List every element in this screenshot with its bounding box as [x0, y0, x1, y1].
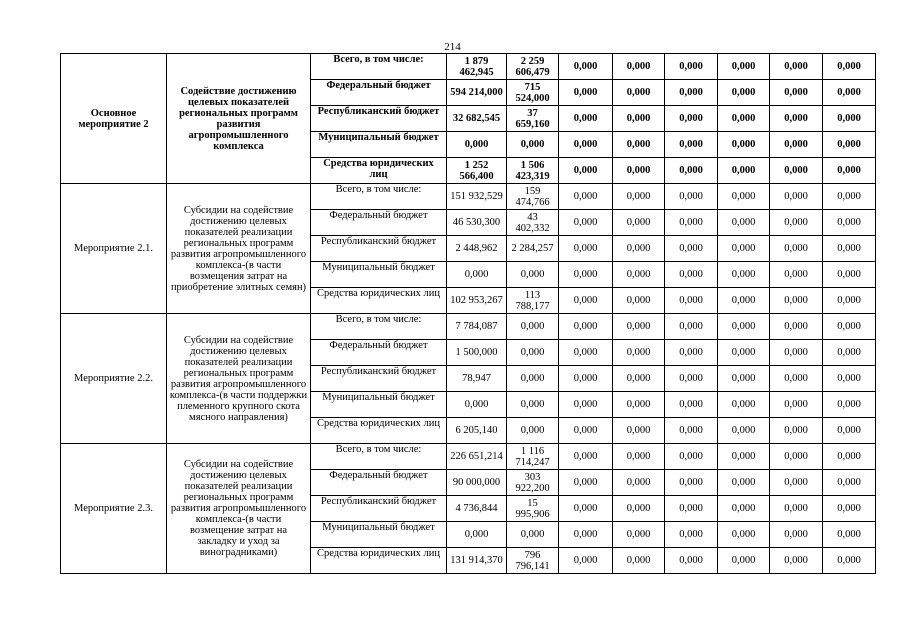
amount-cell: 0,000 [770, 522, 823, 548]
funding-source: Средства юридических лиц [311, 158, 447, 184]
amount-cell: 0,000 [665, 184, 718, 210]
amount-cell: 0,000 [823, 184, 876, 210]
amount-cell: 15 995,906 [507, 496, 559, 522]
amount-cell: 226 651,214 [447, 444, 507, 470]
amount-cell: 0,000 [770, 184, 823, 210]
amount-cell: 0,000 [613, 366, 665, 392]
amount-cell: 0,000 [718, 392, 770, 418]
amount-cell: 1 116 714,247 [507, 444, 559, 470]
table-row [61, 314, 876, 340]
amount-cell: 0,000 [613, 496, 665, 522]
amount-cell: 0,000 [613, 444, 665, 470]
measure-name: Основное мероприятие 2 [61, 54, 167, 184]
amount-cell: 0,000 [665, 314, 718, 340]
amount-cell: 32 682,545 [447, 106, 507, 132]
amount-cell: 0,000 [447, 132, 507, 158]
amount-cell: 0,000 [613, 470, 665, 496]
amount-cell: 0,000 [665, 470, 718, 496]
amount-cell: 0,000 [665, 366, 718, 392]
amount-cell: 0,000 [718, 54, 770, 80]
measure-description: Субсидии на содействие достижению целевых показателей реализации региональных программ развития агропромышленного комплекса-(в части возмещение затрат на закладку и уход за виноградниками) [167, 444, 311, 574]
amount-cell: 0,000 [718, 106, 770, 132]
amount-cell: 1 879 462,945 [447, 54, 507, 80]
table-row [61, 184, 876, 210]
amount-cell: 0,000 [559, 262, 613, 288]
amount-cell: 0,000 [770, 288, 823, 314]
funding-source: Средства юридических лиц [311, 548, 447, 574]
amount-cell: 0,000 [770, 262, 823, 288]
amount-cell: 0,000 [823, 236, 876, 262]
amount-cell: 0,000 [718, 496, 770, 522]
funding-source: Федеральный бюджет [311, 210, 447, 236]
amount-cell: 0,000 [507, 392, 559, 418]
amount-cell: 4 736,844 [447, 496, 507, 522]
amount-cell: 151 932,529 [447, 184, 507, 210]
amount-cell: 0,000 [770, 106, 823, 132]
amount-cell: 0,000 [823, 80, 876, 106]
amount-cell: 0,000 [770, 548, 823, 574]
amount-cell: 0,000 [718, 366, 770, 392]
funding-source: Муниципальный бюджет [311, 522, 447, 548]
amount-cell: 0,000 [770, 366, 823, 392]
amount-cell: 0,000 [665, 444, 718, 470]
amount-cell: 0,000 [665, 132, 718, 158]
amount-cell: 37 659,160 [507, 106, 559, 132]
amount-cell: 0,000 [559, 288, 613, 314]
amount-cell: 0,000 [665, 210, 718, 236]
amount-cell: 0,000 [823, 418, 876, 444]
amount-cell: 0,000 [559, 106, 613, 132]
amount-cell: 0,000 [770, 418, 823, 444]
amount-cell: 0,000 [613, 54, 665, 80]
amount-cell: 0,000 [770, 132, 823, 158]
amount-cell: 0,000 [718, 132, 770, 158]
amount-cell: 0,000 [613, 158, 665, 184]
amount-cell: 0,000 [823, 392, 876, 418]
table-row [61, 54, 876, 80]
amount-cell: 0,000 [613, 548, 665, 574]
amount-cell: 0,000 [447, 522, 507, 548]
amount-cell: 0,000 [507, 418, 559, 444]
amount-cell: 46 530,300 [447, 210, 507, 236]
amount-cell: 0,000 [507, 340, 559, 366]
amount-cell: 0,000 [559, 210, 613, 236]
amount-cell: 0,000 [613, 314, 665, 340]
amount-cell: 0,000 [559, 470, 613, 496]
amount-cell: 0,000 [507, 262, 559, 288]
funding-source: Федеральный бюджет [311, 80, 447, 106]
amount-cell: 7 784,087 [447, 314, 507, 340]
amount-cell: 0,000 [613, 132, 665, 158]
amount-cell: 0,000 [507, 522, 559, 548]
amount-cell: 0,000 [770, 314, 823, 340]
funding-source: Всего, в том числе: [311, 184, 447, 210]
amount-cell: 0,000 [559, 158, 613, 184]
amount-cell: 0,000 [613, 80, 665, 106]
amount-cell: 0,000 [823, 288, 876, 314]
amount-cell: 0,000 [613, 288, 665, 314]
amount-cell: 0,000 [613, 210, 665, 236]
amount-cell: 0,000 [718, 288, 770, 314]
amount-cell: 0,000 [823, 106, 876, 132]
amount-cell: 2 284,257 [507, 236, 559, 262]
amount-cell: 0,000 [447, 262, 507, 288]
amount-cell: 0,000 [665, 288, 718, 314]
amount-cell: 0,000 [559, 522, 613, 548]
amount-cell: 0,000 [718, 184, 770, 210]
amount-cell: 0,000 [559, 496, 613, 522]
amount-cell: 0,000 [718, 314, 770, 340]
funding-source: Средства юридических лиц [311, 418, 447, 444]
amount-cell: 90 000,000 [447, 470, 507, 496]
amount-cell: 0,000 [665, 418, 718, 444]
amount-cell: 0,000 [559, 132, 613, 158]
amount-cell: 1 506 423,319 [507, 158, 559, 184]
amount-cell: 0,000 [559, 418, 613, 444]
funding-source: Всего, в том числе: [311, 314, 447, 340]
amount-cell: 0,000 [665, 522, 718, 548]
funding-source: Республиканский бюджет [311, 106, 447, 132]
amount-cell: 0,000 [718, 418, 770, 444]
amount-cell: 0,000 [665, 548, 718, 574]
amount-cell: 0,000 [823, 132, 876, 158]
funding-source: Федеральный бюджет [311, 340, 447, 366]
funding-source: Всего, в том числе: [311, 444, 447, 470]
measure-description: Субсидии на содействие достижению целевых показателей реализации региональных программ развития агропромышленного комплекса-(в части возмещения затрат на приобретение элитных семян) [167, 184, 311, 314]
amount-cell: 0,000 [559, 366, 613, 392]
amount-cell: 0,000 [559, 314, 613, 340]
amount-cell: 0,000 [718, 80, 770, 106]
amount-cell: 0,000 [823, 522, 876, 548]
amount-cell: 0,000 [665, 106, 718, 132]
amount-cell: 0,000 [507, 314, 559, 340]
amount-cell: 0,000 [613, 418, 665, 444]
amount-cell: 0,000 [665, 158, 718, 184]
amount-cell: 0,000 [718, 340, 770, 366]
funding-source: Всего, в том числе: [311, 54, 447, 80]
measure-name: Мероприятие 2.2. [61, 314, 167, 444]
amount-cell: 0,000 [447, 392, 507, 418]
amount-cell: 78,947 [447, 366, 507, 392]
funding-source: Республиканский бюджет [311, 496, 447, 522]
amount-cell: 2 259 606,479 [507, 54, 559, 80]
amount-cell: 0,000 [613, 106, 665, 132]
measure-name: Мероприятие 2.1. [61, 184, 167, 314]
amount-cell: 0,000 [613, 340, 665, 366]
amount-cell: 0,000 [823, 470, 876, 496]
amount-cell: 0,000 [823, 444, 876, 470]
amount-cell: 1 252 566,400 [447, 158, 507, 184]
amount-cell: 0,000 [718, 210, 770, 236]
amount-cell: 0,000 [718, 262, 770, 288]
page-number: 214 [444, 41, 461, 53]
amount-cell: 6 205,140 [447, 418, 507, 444]
amount-cell: 0,000 [718, 236, 770, 262]
budget-table [60, 53, 876, 574]
funding-source: Республиканский бюджет [311, 366, 447, 392]
amount-cell: 0,000 [770, 392, 823, 418]
amount-cell: 102 953,267 [447, 288, 507, 314]
amount-cell: 0,000 [613, 184, 665, 210]
funding-source: Средства юридических лиц [311, 288, 447, 314]
amount-cell: 131 914,370 [447, 548, 507, 574]
amount-cell: 0,000 [823, 366, 876, 392]
amount-cell: 0,000 [770, 470, 823, 496]
amount-cell: 113 788,177 [507, 288, 559, 314]
amount-cell: 0,000 [718, 470, 770, 496]
amount-cell: 0,000 [823, 54, 876, 80]
funding-source: Федеральный бюджет [311, 470, 447, 496]
amount-cell: 715 524,000 [507, 80, 559, 106]
amount-cell: 1 500,000 [447, 340, 507, 366]
amount-cell: 0,000 [770, 158, 823, 184]
amount-cell: 0,000 [559, 184, 613, 210]
amount-cell: 594 214,000 [447, 80, 507, 106]
amount-cell: 0,000 [613, 236, 665, 262]
funding-source: Муниципальный бюджет [311, 262, 447, 288]
funding-source: Муниципальный бюджет [311, 392, 447, 418]
measure-name: Мероприятие 2.3. [61, 444, 167, 574]
amount-cell: 0,000 [770, 210, 823, 236]
amount-cell: 0,000 [718, 548, 770, 574]
amount-cell: 0,000 [823, 340, 876, 366]
amount-cell: 0,000 [718, 158, 770, 184]
amount-cell: 796 796,141 [507, 548, 559, 574]
amount-cell: 0,000 [507, 366, 559, 392]
amount-cell: 0,000 [665, 236, 718, 262]
amount-cell: 0,000 [823, 496, 876, 522]
measure-description: Субсидии на содействие достижению целевых показателей реализации региональных программ развития агропромышленного комплекса-(в части поддержки племенного крупного скота мясного направления) [167, 314, 311, 444]
amount-cell: 0,000 [613, 262, 665, 288]
amount-cell: 0,000 [665, 496, 718, 522]
amount-cell: 0,000 [665, 262, 718, 288]
amount-cell: 0,000 [770, 444, 823, 470]
amount-cell: 0,000 [770, 496, 823, 522]
amount-cell: 0,000 [770, 54, 823, 80]
amount-cell: 0,000 [559, 444, 613, 470]
amount-cell: 0,000 [718, 522, 770, 548]
amount-cell: 0,000 [613, 392, 665, 418]
amount-cell: 159 474,766 [507, 184, 559, 210]
amount-cell: 303 922,200 [507, 470, 559, 496]
amount-cell: 0,000 [665, 54, 718, 80]
amount-cell: 0,000 [823, 548, 876, 574]
amount-cell: 43 402,332 [507, 210, 559, 236]
amount-cell: 0,000 [559, 548, 613, 574]
amount-cell: 0,000 [665, 340, 718, 366]
amount-cell: 0,000 [559, 54, 613, 80]
amount-cell: 0,000 [718, 444, 770, 470]
amount-cell: 0,000 [507, 132, 559, 158]
amount-cell: 2 448,962 [447, 236, 507, 262]
funding-source: Муниципальный бюджет [311, 132, 447, 158]
measure-description: Содействие достижению целевых показателей региональных программ развития агропромышленного комплекса [167, 54, 311, 184]
amount-cell: 0,000 [665, 80, 718, 106]
amount-cell: 0,000 [770, 340, 823, 366]
amount-cell: 0,000 [770, 80, 823, 106]
amount-cell: 0,000 [823, 314, 876, 340]
amount-cell: 0,000 [665, 392, 718, 418]
funding-source: Республиканский бюджет [311, 236, 447, 262]
amount-cell: 0,000 [770, 236, 823, 262]
amount-cell: 0,000 [559, 392, 613, 418]
amount-cell: 0,000 [559, 340, 613, 366]
amount-cell: 0,000 [613, 522, 665, 548]
amount-cell: 0,000 [823, 158, 876, 184]
amount-cell: 0,000 [823, 262, 876, 288]
amount-cell: 0,000 [559, 236, 613, 262]
table-row [61, 444, 876, 470]
amount-cell: 0,000 [823, 210, 876, 236]
amount-cell: 0,000 [559, 80, 613, 106]
